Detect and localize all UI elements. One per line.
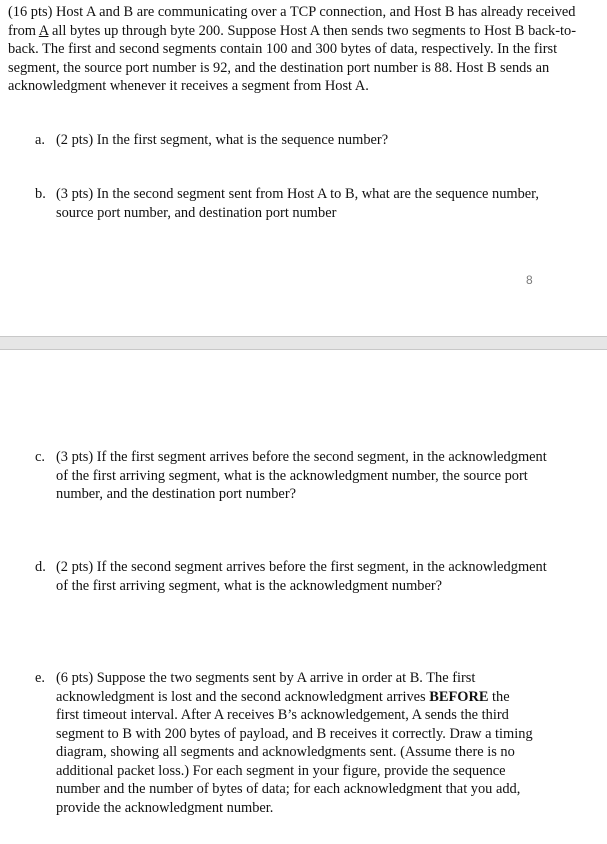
question-e <box>35 669 535 817</box>
page-break-divider <box>0 336 607 350</box>
question-c <box>35 448 555 504</box>
question-a <box>35 131 555 150</box>
question-d-text: (2 pts) If the second segment arrives before the first segment, in the acknowledgment of the first arriving segment, what is the acknowledgment number? <box>56 559 547 594</box>
question-e-text-before: (6 pts) Suppose the two segments sent by A arrive in order at B. The first acknowledgment is lost and the second acknowledgment arrives <box>56 670 476 705</box>
question-e-text <box>56 669 535 817</box>
question-e-text-after: the first timeout interval. After A receives B’s acknowledgement, A sends the third segment to B with 200 bytes of payload, and B receives it correctly. Draw a timing diagram, showing all segments and acknowledgments sent. (Assume there is no additional packet loss.) For each segment in your figure, provide the sequence number and the number of bytes of data; for each acknowledgment that you add, provide the acknowledgment number. <box>56 688 533 816</box>
question-c-letter: c. <box>35 449 45 465</box>
question-a-text: (2 pts) In the first segment, what is the sequence number? <box>56 132 389 148</box>
page-top <box>0 0 607 336</box>
intro-text-part1: (16 pts) Host A and B are communicating over a TCP connection, and Host B has already received from <box>8 4 576 39</box>
question-e-letter: e. <box>35 670 45 686</box>
question-d-letter: d. <box>35 559 46 575</box>
page-number: 8 <box>526 273 533 287</box>
question-e-bold-before: BEFORE <box>429 688 489 705</box>
question-b <box>35 185 555 222</box>
intro-text-part2: all bytes up through byte 200. Suppose Host A then sends two segments to Host B back-to-back. The first and second segments contain 100 and 300 bytes of data, respectively. In the first segment, the source port number is 92, and the destination port number is 88. Host B sends an acknowledgment whenever it receives a segment from Host A. <box>8 22 577 94</box>
question-d <box>35 558 555 595</box>
question-a-letter: a. <box>35 132 45 148</box>
problem-intro <box>8 3 600 96</box>
question-b-text: (3 pts) In the second segment sent from Host A to B, what are the sequence number, source port number, and destination port number <box>56 186 539 221</box>
question-c-text: (3 pts) If the first segment arrives before the second segment, in the acknowledgment of the first arriving segment, what is the acknowledgment number, the source port number, and the destination port number? <box>56 449 547 502</box>
question-b-letter: b. <box>35 186 46 202</box>
intro-underlined-a: A <box>38 22 49 39</box>
